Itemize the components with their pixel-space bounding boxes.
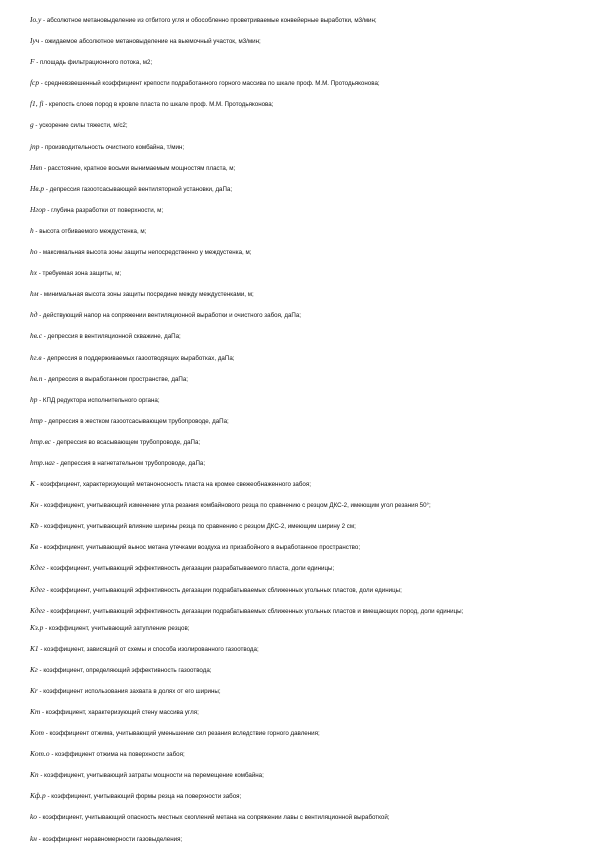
definition-text: - коэффициент, зависящий от схемы и способа изолированного газоотвода;	[38, 645, 259, 653]
definition-item	[30, 99, 570, 109]
definition-item	[30, 542, 570, 552]
definition-item	[30, 331, 570, 341]
definition-item	[30, 791, 570, 801]
definition-text: - ожидаемое абсолютное метановыделение на выемочный участок, м3/мин;	[39, 38, 261, 46]
definition-text: - коэффициент, учитывающий эффективность дегазации подрабатываемых сближенных угольных пластов и вмещающих пород, доли единицы;	[44, 607, 464, 615]
definition-symbol: hо	[30, 247, 38, 257]
definition-text: - абсолютное метановыделение из отбитого угля и обособленно проветриваемые конвейерные выработки, м3/мин;	[41, 17, 377, 24]
definition-symbol: Kдег	[30, 563, 45, 573]
definition-text: - депрессия в поддерживаемых газоотводящих выработках, даПа;	[41, 354, 235, 362]
definition-text: - коэффициент использования захвата в долях от его ширины;	[37, 687, 221, 695]
definition-item	[30, 268, 570, 278]
definition-symbol: hх	[30, 268, 37, 278]
definition-text: - минимальная высота зоны защиты посредине между междустенками, м;	[38, 291, 254, 299]
definition-item	[30, 770, 570, 780]
definition-item	[30, 78, 570, 88]
definition-symbol: jпр	[30, 141, 40, 151]
definition-item	[30, 120, 570, 130]
definition-text: - коэффициент, учитывающий вынос метана утечками воздуха из призабойного в выработанное пространство;	[38, 544, 361, 552]
definition-symbol: Kот.о	[30, 749, 50, 759]
definition-symbol: h	[30, 225, 34, 235]
definition-text: - коэффициент отжима, учитывающий уменьшение сил резания вследствие горного давления;	[43, 730, 320, 738]
definition-text: - коэффициент, учитывающий формы резца на поверхности забоя;	[45, 793, 242, 801]
definition-text: - депрессия в нагнетательном трубопроводе, даПа;	[54, 459, 206, 467]
definition-symbol: hм	[30, 289, 39, 299]
definition-item	[30, 374, 570, 384]
definition-item	[30, 686, 570, 696]
definition-symbol: Kв	[30, 542, 39, 552]
definition-symbol: Iо.у	[30, 15, 42, 24]
definition-item	[30, 563, 570, 573]
definition-symbol: Iуч	[30, 36, 40, 46]
definition-item	[30, 458, 570, 468]
definition-item	[30, 437, 570, 447]
definition-text: - максимальная высота зоны защиты непосредственно у междустенка, м;	[37, 249, 252, 257]
definition-symbol: fср	[30, 78, 40, 88]
definition-symbol: hв.п	[30, 373, 43, 383]
definition-symbol: hг.в	[30, 352, 42, 362]
definition-text: - депрессия в выработанном пространстве, даПа;	[42, 375, 189, 383]
definition-symbol: hв.с	[30, 331, 43, 341]
definition-text: - расстояние, кратное восьми вынимаемым мощностям пласта, м;	[42, 164, 236, 172]
definition-item	[30, 247, 570, 257]
definition-text: - коэффициент, учитывающий затупление резцов;	[43, 624, 190, 632]
definition-symbol: kн	[30, 833, 37, 843]
definition-symbol: Kп	[30, 770, 39, 780]
definition-item	[30, 749, 570, 759]
definition-text: - коэффициент, учитывающий влияние ширины резца по сравнению с резцом ДКС-2, имеющим ширину 2 см;	[38, 523, 356, 531]
definition-text: - депрессия во всасывающем трубопроводе, даПа;	[50, 438, 201, 446]
definition-item	[30, 353, 570, 363]
definition-item	[30, 606, 570, 616]
definition-symbol: hтр	[30, 415, 43, 425]
definition-symbol: F	[30, 57, 35, 67]
definition-item	[30, 310, 570, 320]
definition-text: - коэффициент, характеризующий стену массива угля;	[40, 709, 199, 716]
definition-item	[30, 623, 570, 633]
definition-text: - КПД редуктора исполнительного органа;	[37, 396, 160, 404]
definitions-list	[30, 15, 570, 855]
definition-item	[30, 644, 570, 654]
definition-symbol: Hвп	[30, 162, 43, 172]
definition-text: - депрессия в жестком газоотсасывающем трубопроводе, даПа;	[42, 417, 229, 425]
definition-item	[30, 142, 570, 152]
definition-symbol: kо	[30, 812, 37, 822]
definition-text: - коэффициент, учитывающий затраты мощности на перемещение комбайна;	[38, 772, 264, 780]
definition-text: - средневзвешенный коэффициент крепости подработанного горного массива по шкале проф. М.М. Протодьяконова;	[39, 80, 380, 88]
definition-item	[30, 479, 570, 489]
definition-symbol: Kг	[30, 664, 38, 674]
definition-symbol: hтр.вс	[30, 436, 51, 446]
definition-symbol: hр	[30, 394, 38, 404]
definition-item	[30, 184, 570, 194]
definition-text: - коэффициент, характеризующий метаноносность пласта на кромке свежеобнаженного забоя;	[34, 481, 311, 489]
definition-symbol: Kт	[30, 707, 41, 716]
definition-text: - коэффициент отжима на поверхности забоя;	[49, 751, 185, 759]
definition-symbol: Kн	[30, 500, 39, 510]
definition-item	[30, 812, 570, 822]
definition-item	[30, 834, 570, 844]
definition-text: - крепость слоев пород в кровле пласта по шкале проф. М.М. Протодьяконова;	[43, 101, 274, 109]
definition-symbol: hд	[30, 310, 38, 320]
definition-text: - площадь фильтрационного потока, м2;	[34, 59, 153, 67]
definition-item	[30, 500, 570, 510]
definition-item	[30, 15, 570, 25]
definition-symbol: K1	[30, 643, 39, 653]
definition-text: - коэффициент неравномерности газовыделения;	[36, 835, 183, 843]
definition-symbol: hтр.наг	[30, 457, 55, 467]
definition-symbol: Kb	[30, 521, 39, 531]
definition-item	[30, 205, 570, 215]
definition-item	[30, 728, 570, 738]
definition-text: - депрессия в вентиляционной скважине, даПа;	[42, 333, 181, 341]
definition-item	[30, 707, 570, 717]
definition-item	[30, 395, 570, 405]
definition-symbol: Kr	[30, 685, 38, 695]
definition-item	[30, 416, 570, 426]
definition-item	[30, 57, 570, 67]
definition-text: - требуемая зона защиты, м;	[36, 270, 122, 278]
definition-item	[30, 585, 570, 595]
definition-item	[30, 665, 570, 675]
definition-text: - ускорение силы тяжести, м/с2;	[33, 122, 128, 130]
definition-text: - коэффициент, учитывающий эффективность дегазации разрабатываемого пласта, доли единицы;	[44, 565, 335, 573]
definition-symbol: Kдег	[30, 584, 45, 594]
definition-text: - глубина разработки от поверхности, м;	[45, 206, 164, 214]
definition-item	[30, 163, 570, 173]
definition-text: - действующий напор на сопряжении вентиляционной выработки и очистного забоя, даПа;	[37, 312, 302, 320]
definition-symbol: Kз.р	[30, 622, 44, 632]
definition-symbol: Hв.р	[30, 183, 45, 193]
definition-symbol: Kф.р	[30, 791, 46, 801]
definition-item	[30, 226, 570, 236]
definition-symbol: g	[30, 120, 34, 130]
definition-item	[30, 521, 570, 531]
definition-symbol: Kдег	[30, 605, 45, 615]
definition-text: - высота отбиваемого междустенка, м;	[33, 227, 147, 235]
definition-item	[30, 289, 570, 299]
definition-text: - производительность очистного комбайна, т/мин;	[39, 143, 185, 151]
definition-item	[30, 36, 570, 46]
definition-text: - коэффициент, определяющий эффективность газоотвода;	[37, 666, 212, 674]
definition-text: - коэффициент, учитывающий опасность местных скоплений метана на сопряжении лавы с вентиляционной выработкой;	[36, 814, 390, 822]
definition-text: - коэффициент, учитывающий эффективность дегазации подрабатываемых сближенных угольных пластов, доли единицы;	[44, 586, 402, 594]
definition-text: - депрессия газоотсасывающей вентиляторной установки, даПа;	[44, 185, 233, 193]
definition-symbol: K	[30, 479, 35, 489]
definition-text: - коэффициент, учитывающий изменение угла резания комбайнового резца по сравнению с резцом ДКС-2, имеющим угол резания 50°;	[38, 502, 431, 510]
definition-symbol: f1, fi	[30, 99, 44, 109]
definition-symbol: Kот	[30, 728, 44, 738]
definition-symbol: Hгор	[30, 204, 46, 214]
